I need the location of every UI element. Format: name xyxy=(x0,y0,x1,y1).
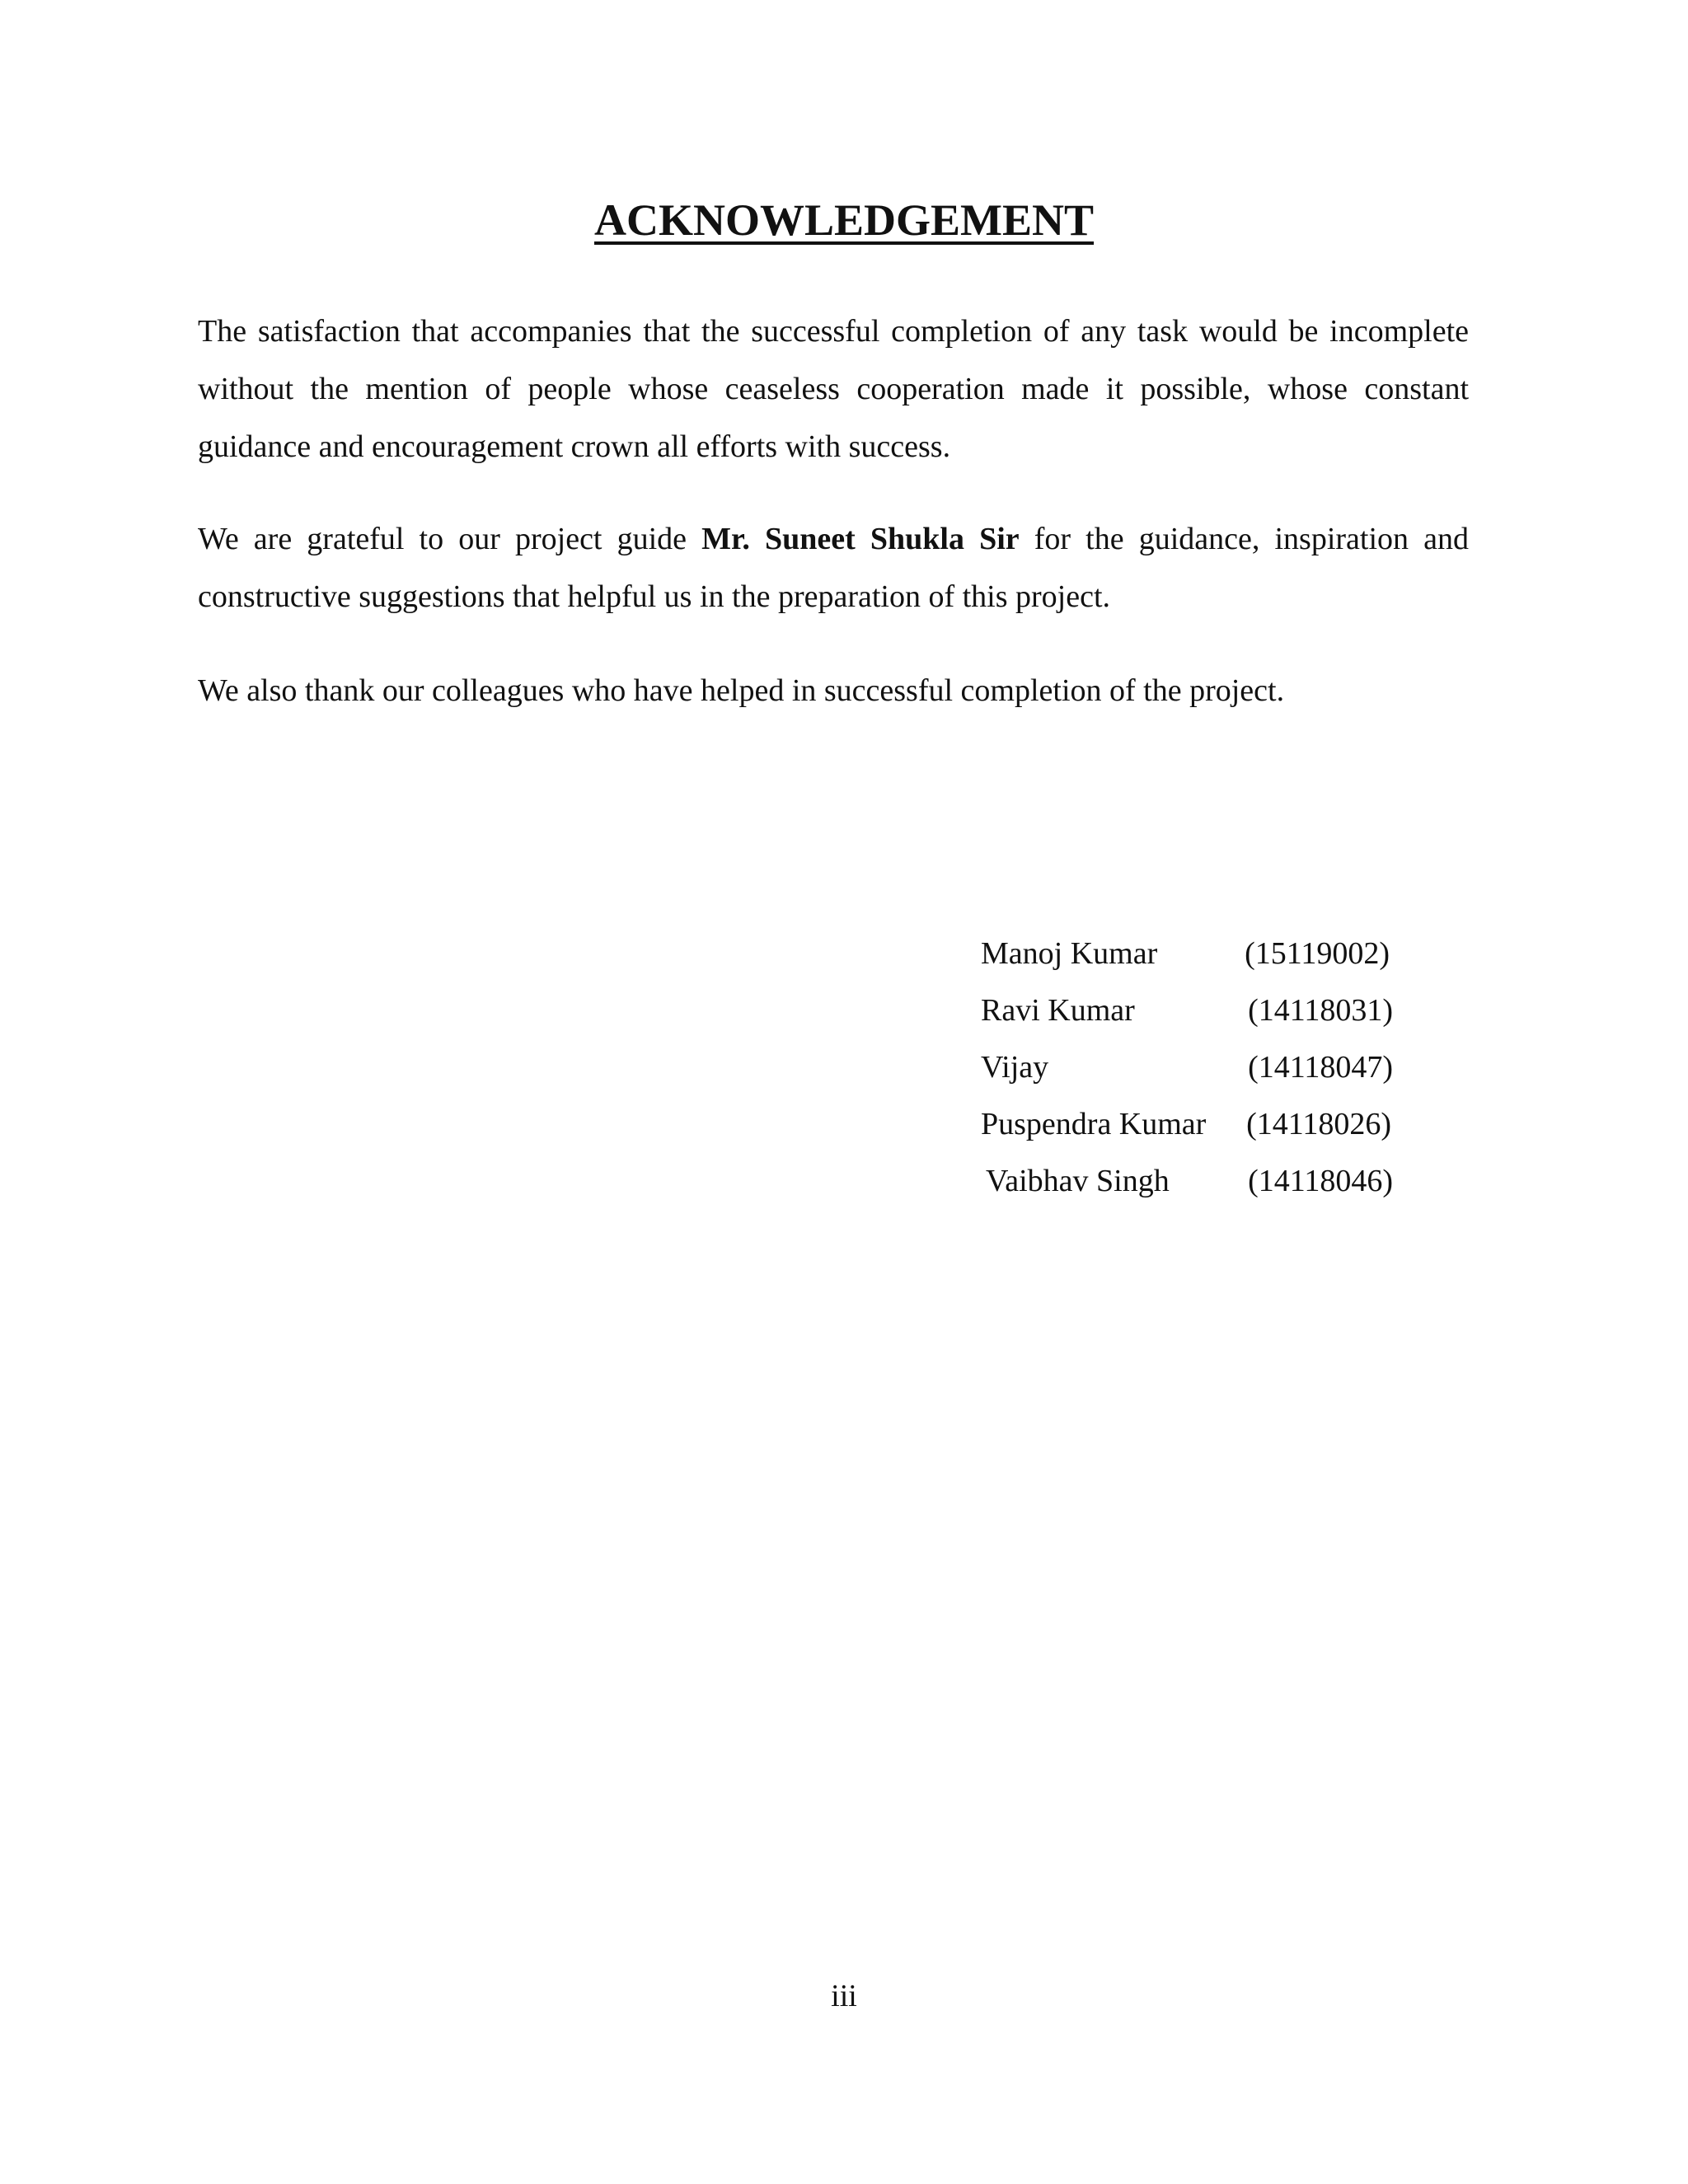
member-roll-number: (14118047) xyxy=(1248,1050,1393,1085)
member-row xyxy=(981,926,1409,982)
member-row xyxy=(981,982,1409,1039)
guide-name: Mr. Suneet Shukla Sir xyxy=(701,522,1020,556)
member-list xyxy=(981,926,1409,1210)
member-roll-number: (14118031) xyxy=(1248,993,1393,1028)
paragraph-guide-text-before: We are grateful to our project guide xyxy=(198,522,702,556)
paragraph-guide-thanks xyxy=(198,510,1469,626)
paragraph-satisfaction: The satisfaction that accompanies that the successful completion of any task would be incomplete without the mention of people whose ceaseless cooperation made it possible, whose constant guidance and encouragement crown all efforts with success. xyxy=(198,314,1469,464)
member-name: Puspendra Kumar xyxy=(981,1107,1207,1141)
page-number: iii xyxy=(831,1979,857,2013)
member-row xyxy=(981,1039,1409,1096)
member-row xyxy=(981,1153,1409,1210)
member-name: Manoj Kumar xyxy=(981,936,1158,971)
page-title: ACKNOWLEDGEMENT xyxy=(593,195,1095,245)
member-roll-number: (15119002) xyxy=(1245,936,1390,971)
paragraph-guide-text-after: for the guidance, inspiration and constructive suggestions that helpful us in the preparation of this project. xyxy=(198,522,1469,614)
member-roll-number: (14118046) xyxy=(1248,1164,1393,1198)
member-row xyxy=(981,1096,1409,1153)
member-roll-number: (14118026) xyxy=(1246,1107,1391,1141)
paragraph-colleagues-thanks: We also thank our colleagues who have helped in successful completion of the project. xyxy=(198,673,1285,708)
member-name: Ravi Kumar xyxy=(981,993,1135,1028)
member-name: Vijay xyxy=(981,1050,1049,1085)
member-name: Vaibhav Singh xyxy=(986,1164,1170,1198)
